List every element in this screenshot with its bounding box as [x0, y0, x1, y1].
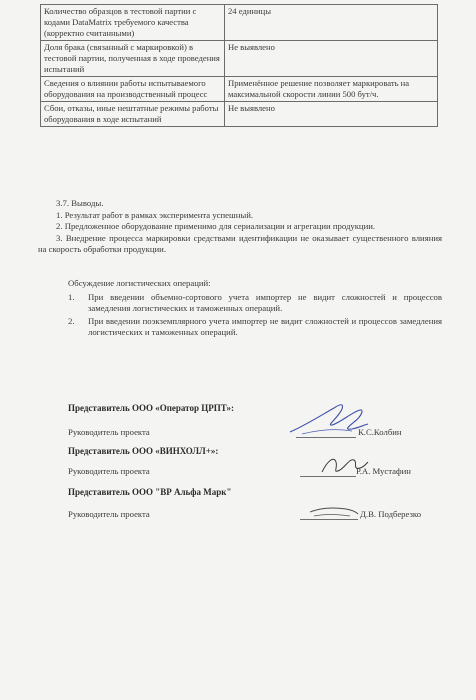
conclusion-item: 3. Внедрение процесса маркировки средствами идентификации не оказывает существенного влияния на скорость обработки продукции.: [38, 232, 442, 255]
conclusions-section: [38, 198, 442, 256]
conclusion-item: 2. Предложенное оборудование применимо для сериализации и агрегации продукции.: [56, 221, 376, 232]
signature-line: [300, 519, 358, 520]
representative-name: Р.А. Мустафин: [356, 466, 411, 476]
table-cell-value: Не выявлено: [225, 41, 438, 77]
representative-role: Руководитель проекта: [68, 427, 150, 437]
list-item-text: При введении объемно-сортового учета импортер не видит сложностей и процессов замедления логистических и таможенных операций.: [88, 291, 442, 314]
discussion-list: [38, 292, 442, 339]
table-row: [41, 102, 438, 127]
list-item-number: 1.: [68, 291, 75, 302]
list-item: [38, 292, 442, 315]
representative-name: Д.В. Подберезко: [360, 509, 422, 519]
table-row: [41, 41, 438, 77]
table-cell-value: Применённое решение позволяет маркировать на максимальной скорости линии 500 бут/ч.: [225, 77, 438, 102]
discussion-title: Обсуждение логистических операций:: [68, 278, 211, 288]
list-item: [38, 316, 442, 339]
conclusions-heading: 3.7. Выводы.: [56, 198, 104, 208]
table-cell-param: Количество образцов в тестовой партии с кодами DataMatrix требуемого качества (корректно считанными): [41, 5, 225, 41]
conclusion-item: 1. Результат работ в рамках эксперимента успешный.: [56, 209, 254, 220]
representative-header: Представитель ООО «Оператор ЦРПТ»:: [68, 403, 235, 413]
table-cell-param: Сбои, отказы, иные нештатные режимы работы оборудования в ходе испытаний: [41, 102, 225, 127]
signature-line: [296, 437, 356, 438]
list-item-text: При введении поэкземплярного учета импортер не видит сложностей и процессов замедления логистических и таможенных операций.: [88, 315, 442, 338]
representative-header: Представитель ООО «ВИНХОЛЛ+»:: [68, 446, 219, 456]
logistics-discussion: [38, 278, 442, 340]
table-cell-value: 24 единицы: [225, 5, 438, 41]
table-row: [41, 77, 438, 102]
table-row: [41, 5, 438, 41]
results-table: [40, 4, 438, 127]
table-cell-value: Не выявлено: [225, 102, 438, 127]
list-item-number: 2.: [68, 315, 75, 326]
representative-role: Руководитель проекта: [68, 509, 150, 519]
representative-role: Руководитель проекта: [68, 466, 150, 476]
table-cell-param: Доля брака (связанный с маркировкой) в тестовой партии, полученная в ходе проведения испытаний: [41, 41, 225, 77]
representative-header: Представитель ООО "ВР Альфа Марк": [68, 487, 232, 497]
signature-line: [300, 476, 356, 477]
table-cell-param: Сведения о влиянии работы испытываемого оборудования на производственный процесс: [41, 77, 225, 102]
representative-name: К.С.Колбин: [358, 427, 402, 437]
